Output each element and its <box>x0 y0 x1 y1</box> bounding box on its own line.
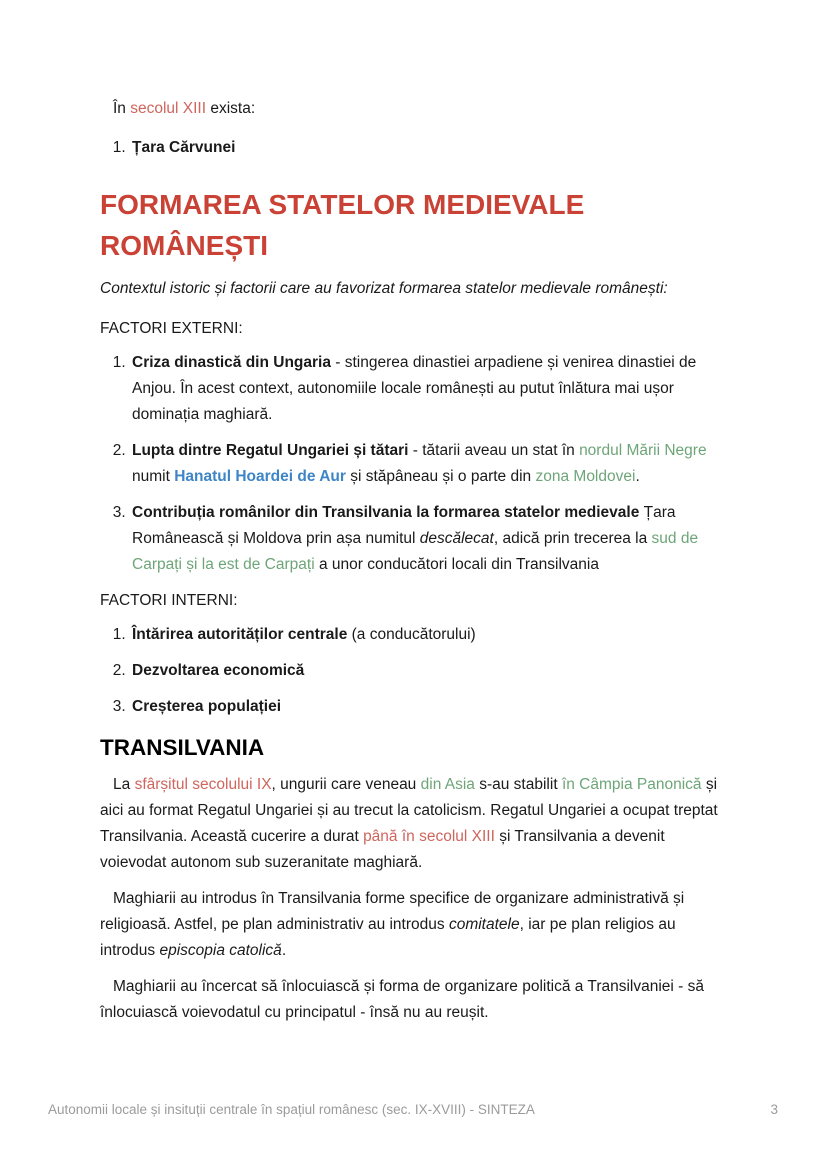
text-run-green: sud de Carpați și la est de Carpați <box>132 530 699 574</box>
list-item <box>130 438 728 490</box>
paragraph-transilvania-2 <box>100 886 728 964</box>
factori-externi-label: FACTORI EXTERNI: <box>100 320 243 338</box>
list-item <box>130 622 728 648</box>
text-run-red: secolul XIII <box>130 100 207 117</box>
text-run: La <box>113 776 135 794</box>
text-run-green: din Asia <box>420 776 475 794</box>
list-item <box>130 135 728 161</box>
paragraph-transilvania-1 <box>100 772 728 876</box>
text-run-italic: comitatele <box>448 916 520 934</box>
text-run-green: în Câmpia Panonică <box>561 776 702 794</box>
factori-externi-list <box>100 350 728 578</box>
text-run: - tătarii aveau un stat în <box>408 442 580 460</box>
text-run-red: până în secolul XIII <box>363 828 495 846</box>
section-title-transilvania: TRANSILVANIA <box>100 735 265 761</box>
page-title: FORMAREA STATELOR MEDIEVALE ROMÂNEȘTI <box>100 189 585 261</box>
text-run-italic: episcopia catolică <box>159 942 282 960</box>
text-run: (a conducătorului) <box>347 626 476 644</box>
text-run: și stăpâneau și o parte din <box>345 468 536 486</box>
text-run: exista: <box>206 100 256 117</box>
text-run-italic: descălecat <box>419 530 494 548</box>
text-run-bold: Criza dinastică din Ungaria <box>132 354 331 372</box>
text-run: și Transilvania a devenit voievodat autonom sub suzeranitate maghiară. <box>100 828 665 872</box>
list-item <box>130 500 728 578</box>
text-run-bold: Dezvoltarea economică <box>132 662 305 680</box>
text-run-bold: Țara Cărvunei <box>132 139 236 156</box>
footer-text: Autonomii locale și insituții centrale în spațiul românesc (sec. IX-XVIII) - SINTEZA <box>48 1102 535 1117</box>
text-run: numit <box>132 468 175 486</box>
text-run: și aici au format Regatul Ungariei și au trecut la catolicism. Regatul Ungariei a ocupat treptat Transilvania. Această cucerire a durat <box>100 776 718 846</box>
text-run-green: nordul Mării Negre <box>579 442 707 460</box>
text-run: s-au stabilit <box>474 776 562 794</box>
text-run: . <box>635 468 640 486</box>
text-run-bold: Lupta dintre Regatul Ungariei și tătari <box>132 442 409 460</box>
intro-paragraph <box>100 96 728 122</box>
text-run-green: zona Moldovei <box>535 468 636 486</box>
list-item <box>130 658 728 684</box>
text-run: , iar pe plan religios au introdus <box>100 916 676 960</box>
factori-interni-label: FACTORI INTERNI: <box>100 592 238 610</box>
text-run-blue-bold: Hanatul Hoardei de Aur <box>174 468 346 486</box>
list-item <box>130 694 728 720</box>
factori-interni-list <box>100 622 728 720</box>
text-run-red: sfârșitul secolului IX <box>134 776 272 794</box>
paragraph-transilvania-3 <box>100 974 728 1026</box>
text-run: , ungurii care veneau <box>271 776 421 794</box>
text-run: Maghiarii au introdus în Transilvania forme specifice de organizare administrativă și religioasă. Astfel, pe plan administrativ au introdus <box>100 890 685 934</box>
text-run: În <box>113 100 131 117</box>
text-run: , adică prin trecerea la <box>493 530 652 548</box>
list-item <box>130 350 728 428</box>
text-run: a unor conducători locali din Transilvania <box>314 556 599 574</box>
text-run: - stingerea dinastiei arpadiene și venirea dinastiei de Anjou. În acest context, autonomiile locale românești au putut înlătura mai ușor dominația maghiară. <box>132 354 697 424</box>
subtitle: Contextul istoric și factorii care au favorizat formarea statelor medievale românești: <box>100 280 668 298</box>
text-run-bold: Creșterea populației <box>132 698 282 716</box>
text-run: Țara Românească și Moldova prin așa numitul <box>132 504 676 548</box>
text-run-bold: Întărirea autorităților centrale <box>132 626 348 644</box>
page-number: 3 <box>770 1102 778 1117</box>
text-run: . <box>281 942 287 960</box>
text-run-bold: Contribuția românilor din Transilvania la formarea statelor medievale <box>132 504 640 522</box>
text-run: Maghiarii au încercat să înlocuiască și forma de organizare politică a Transilvaniei - să înlocuiască voievodatul cu principatul - însă nu au reușit. <box>100 978 705 1022</box>
intro-list <box>100 135 728 161</box>
page-footer <box>48 1101 778 1119</box>
